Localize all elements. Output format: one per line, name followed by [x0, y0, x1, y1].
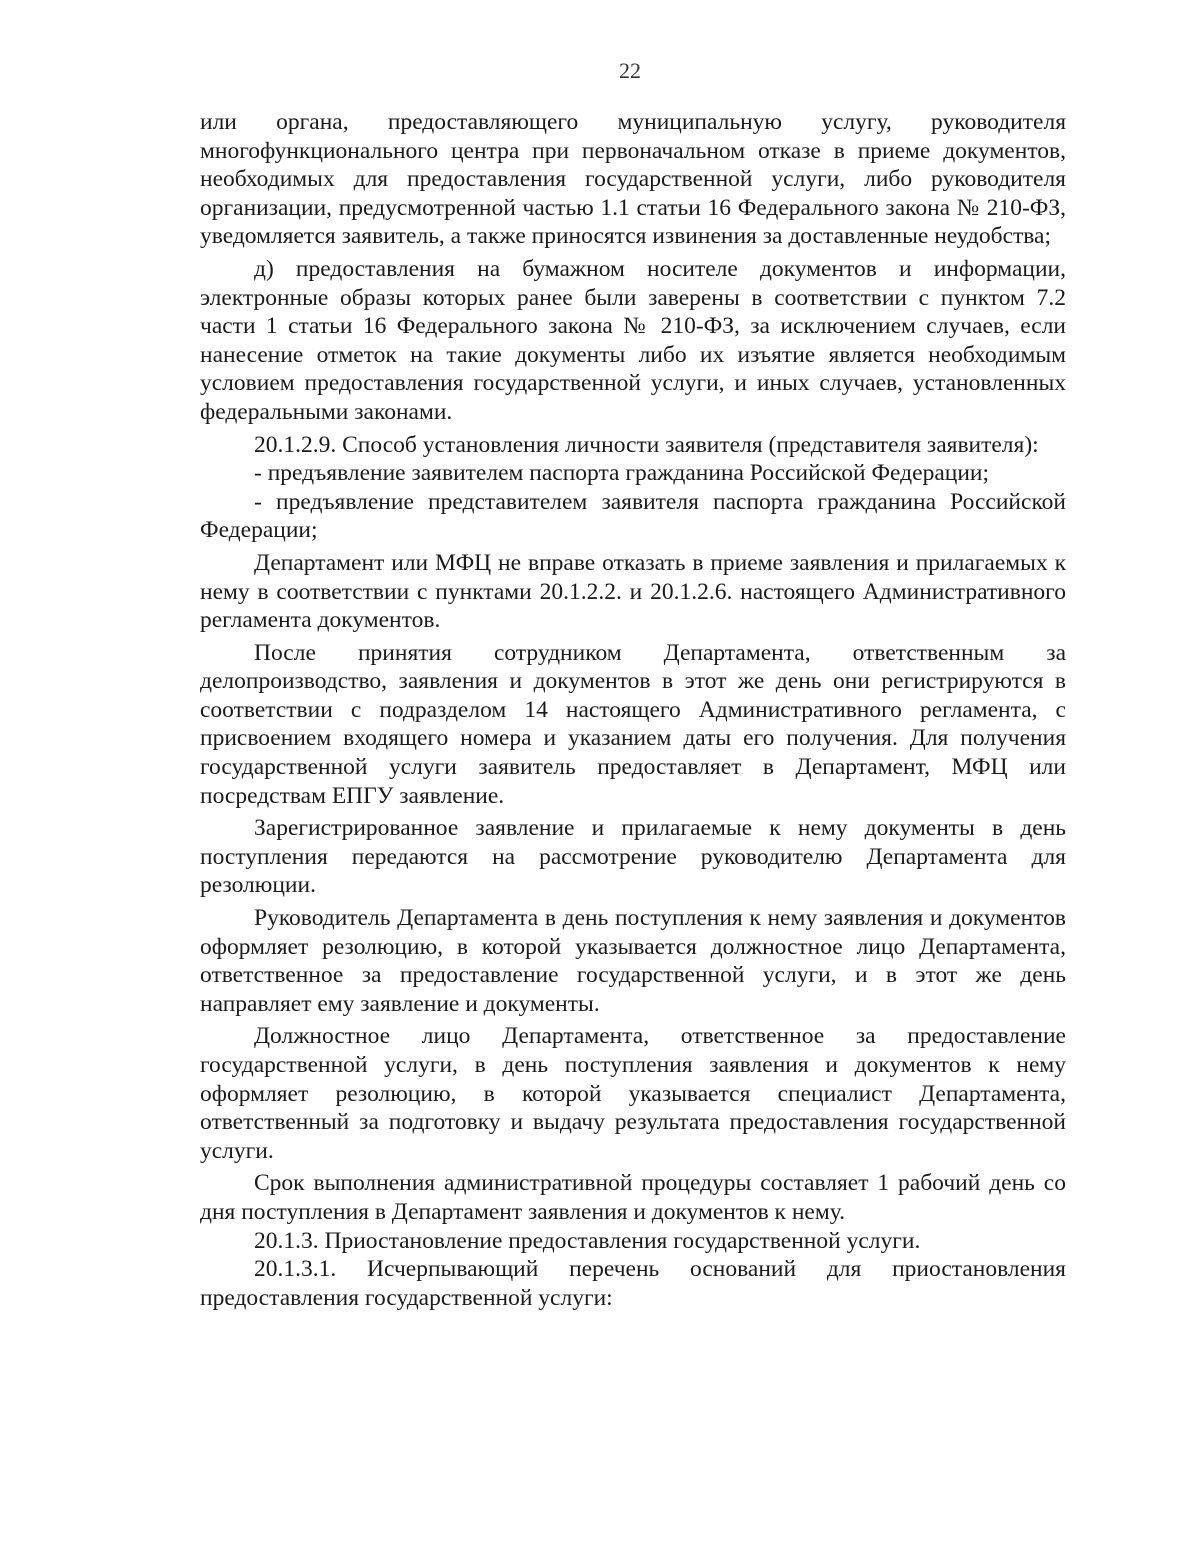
document-body	[200, 108, 1066, 1316]
paragraph-head-resolution: Руководитель Департамента в день поступления к нему заявления и документов оформляет резолюцию, в которой указывается должностное лицо Департамента, ответственное за предоставление государственной услуги, и в этот же день направляет ему заявление и документы.	[200, 905, 1066, 1017]
paragraph-registration: После принятия сотрудником Департамента, ответственным за делопроизводство, заявления и документов в этот же день они регистрируются в соответствии с подразделом 14 настоящего Административного регламента, с присвоением входящего номера и указанием даты его получения. Для получения государственной услуги заявитель предоставляет в Департамент, МФЦ или посредствам ЕПГУ заявление.	[200, 639, 1066, 809]
paragraph-item-d: д) предоставления на бумажном носителе документов и информации, электронные образы которых ранее были заверены в соответствии с пунктом 7.2 части 1 статьи 16 Федерального закона № 210-ФЗ, за исключением случаев, если нанесение отметок на такие документы либо их изъятие является необходимым условием предоставления государственной услуги, и иных случаев, установленных федеральными законами.	[200, 255, 1066, 425]
paragraph-procedure-term: Срок выполнения административной процедуры составляет 1 рабочий день со дня поступления в Департамент заявления и документов к нему.	[200, 1170, 1066, 1225]
list-item-representative-passport: - предъявление представителем заявителя паспорта гражданина Российской Федерации;	[200, 488, 1066, 544]
page-number: 22	[619, 58, 641, 83]
paragraph-official-resolution: Должностное лицо Департамента, ответственное за предоставление государственной услуги, в день поступления заявления и документов к нему оформляет резолюцию, в которой указывается специалист Департамента, ответственный за подготовку и выдачу результата предоставления государственной услуги.	[200, 1023, 1066, 1164]
paragraph-20-1-2-9: 20.1.2.9. Способ установления личности заявителя (представителя заявителя):	[254, 431, 1039, 458]
paragraph-20-1-3: 20.1.3. Приостановление предоставления государственной услуги.	[254, 1227, 921, 1254]
paragraph-transfer-to-head: Зарегистрированное заявление и прилагаемые к нему документы в день поступления передаются на рассмотрение руководителю Департамента для резолюции.	[200, 815, 1066, 899]
list-item-applicant-passport: - предъявление заявителем паспорта гражданина Российской Федерации;	[254, 460, 990, 487]
paragraph-no-refusal: Департамент или МФЦ не вправе отказать в приеме заявления и прилагаемых к нему в соответствии с пунктами 20.1.2.2. и 20.1.2.6. настоящего Административного регламента документов.	[200, 549, 1066, 634]
paragraph-20-1-3-1: 20.1.3.1. Исчерпывающий перечень оснований для приостановления предоставления государственной услуги:	[200, 1256, 1066, 1311]
paragraph-continuation: или органа, предоставляющего муниципальную услугу, руководителя многофункционального центра при первоначальном отказе в приеме документов, необходимых для предоставления государственной услуги, либо руководителя организации, предусмотренной частью 1.1 статьи 16 Федерального закона № 210-ФЗ, уведомляется заявитель, а также приносятся извинения за доставленные неудобства;	[200, 109, 1066, 250]
